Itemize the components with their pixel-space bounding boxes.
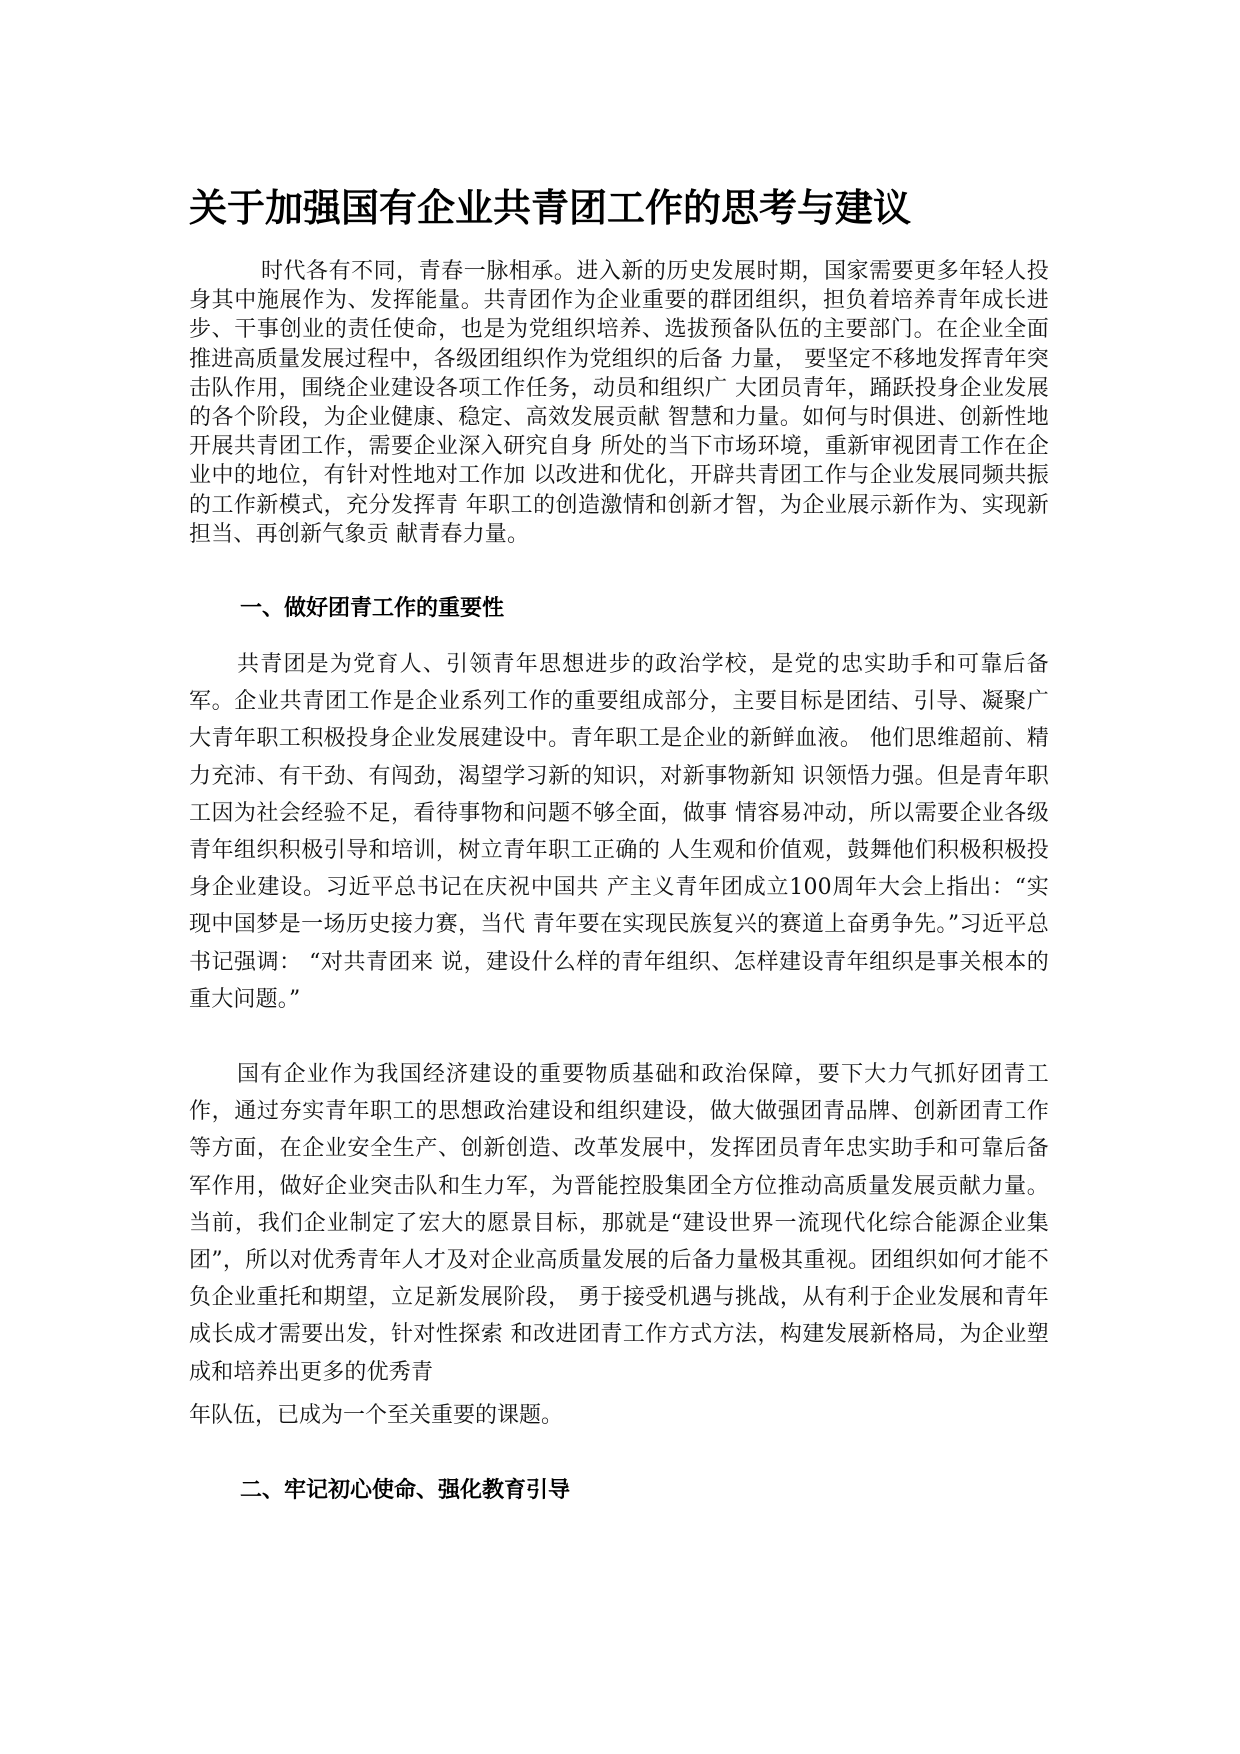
section-heading-mission: 二、牢记初心使命、强化教育引导 — [240, 1478, 571, 1503]
section-1-paragraph-2-tail: 年队伍，已成为一个至关重要的课题。 — [189, 1403, 564, 1428]
section-1-paragraph-2: 国有企业作为我国经济建设的重要物质基础和政治保障，要下大力气抓好团青工作，通过夯实青年职工的思想政治建设和组织建设，做大做强团青品牌、创新团青工作等方面，在企业安全生产、创新创造、改革发展中，发挥团员青年忠实助手和可靠后备军作用，做好企业突击队和生力军，为晋能控股集团全方位推动高质量发展贡献力量。当前，我们企业制定了宏大的愿景目标，那就是“建设世界一流现代化综合能源企业集团”，所以对优秀青年人才及对企业高质量发展的后备力量极其重视。团组织如何才能不负企业重托和期望，立足新发展阶段， 勇于接受机遇与挑战，从有利于企业发展和青年成长成才需要出发，针对性探索 和改进团青工作方式方法，构建发展新格局，为企业塑成和培养出更多的优秀青 — [189, 1062, 1049, 1385]
section-1-paragraph-1: 共青团是为党育人、引领青年思想进步的政治学校，是党的忠实助手和可靠后备军。企业共青团工作是企业系列工作的重要组成部分，主要目标是团结、引导、凝聚广大青年职工积极投身企业发展建设中。青年职工是企业的新鲜血液。 他们思维超前、精力充沛、有干劲、有闯劲，渴望学习新的知识，对新事物新知 识领悟力强。但是青年职工因为社会经验不足，看待事物和问题不够全面，做事 情容易冲动，所以需要企业各级青年组织积极引导和培训，树立青年职工正确的 人生观和价值观，鼓舞他们积极积极投身企业建设。习近平总书记在庆祝中国共 产主义青年团成立100周年大会上指出：“实现中国梦是一场历史接力赛，当代 青年要在实现民族复兴的赛道上奋勇争先。”习近平总书记强调： “对共青团来 说，建设什么样的青年组织、怎样建设青年组织是事关根本的重大问题。” — [189, 652, 1049, 1012]
intro-paragraph: 时代各有不同，青春一脉相承。进入新的历史发展时期，国家需要更多年轻人投身其中施展作为、发挥能量。共青团作为企业重要的群团组织，担负着培养青年成长进步、干事创业的责任使命，也是为党组织培养、选拔预备队伍的主要部门。在企业全面推进高质量发展过程中，各级团组织作为党组织的后备 力量， 要坚定不移地发挥青年突击队作用，围绕企业建设各项工作任务，动员和组织广 大团员青年，踊跃投身企业发展的各个阶段，为企业健康、稳定、高效发展贡献 智慧和力量。如何与时俱进、创新性地开展共青团工作，需要企业深入研究自身 所处的当下市场环境，重新审视团青工作在企业中的地位，有针对性地对工作加 以改进和优化，开辟共青团工作与企业发展同频共振的工作新模式，充分发挥青 年职工的创造激情和创新才智，为企业展示新作为、实现新担当、再创新气象贡 献青春力量。 — [189, 259, 1049, 547]
document-title: 关于加强国有企业共青团工作的思考与建议 — [189, 186, 912, 230]
section-heading-importance: 一、做好团青工作的重要性 — [240, 596, 505, 621]
